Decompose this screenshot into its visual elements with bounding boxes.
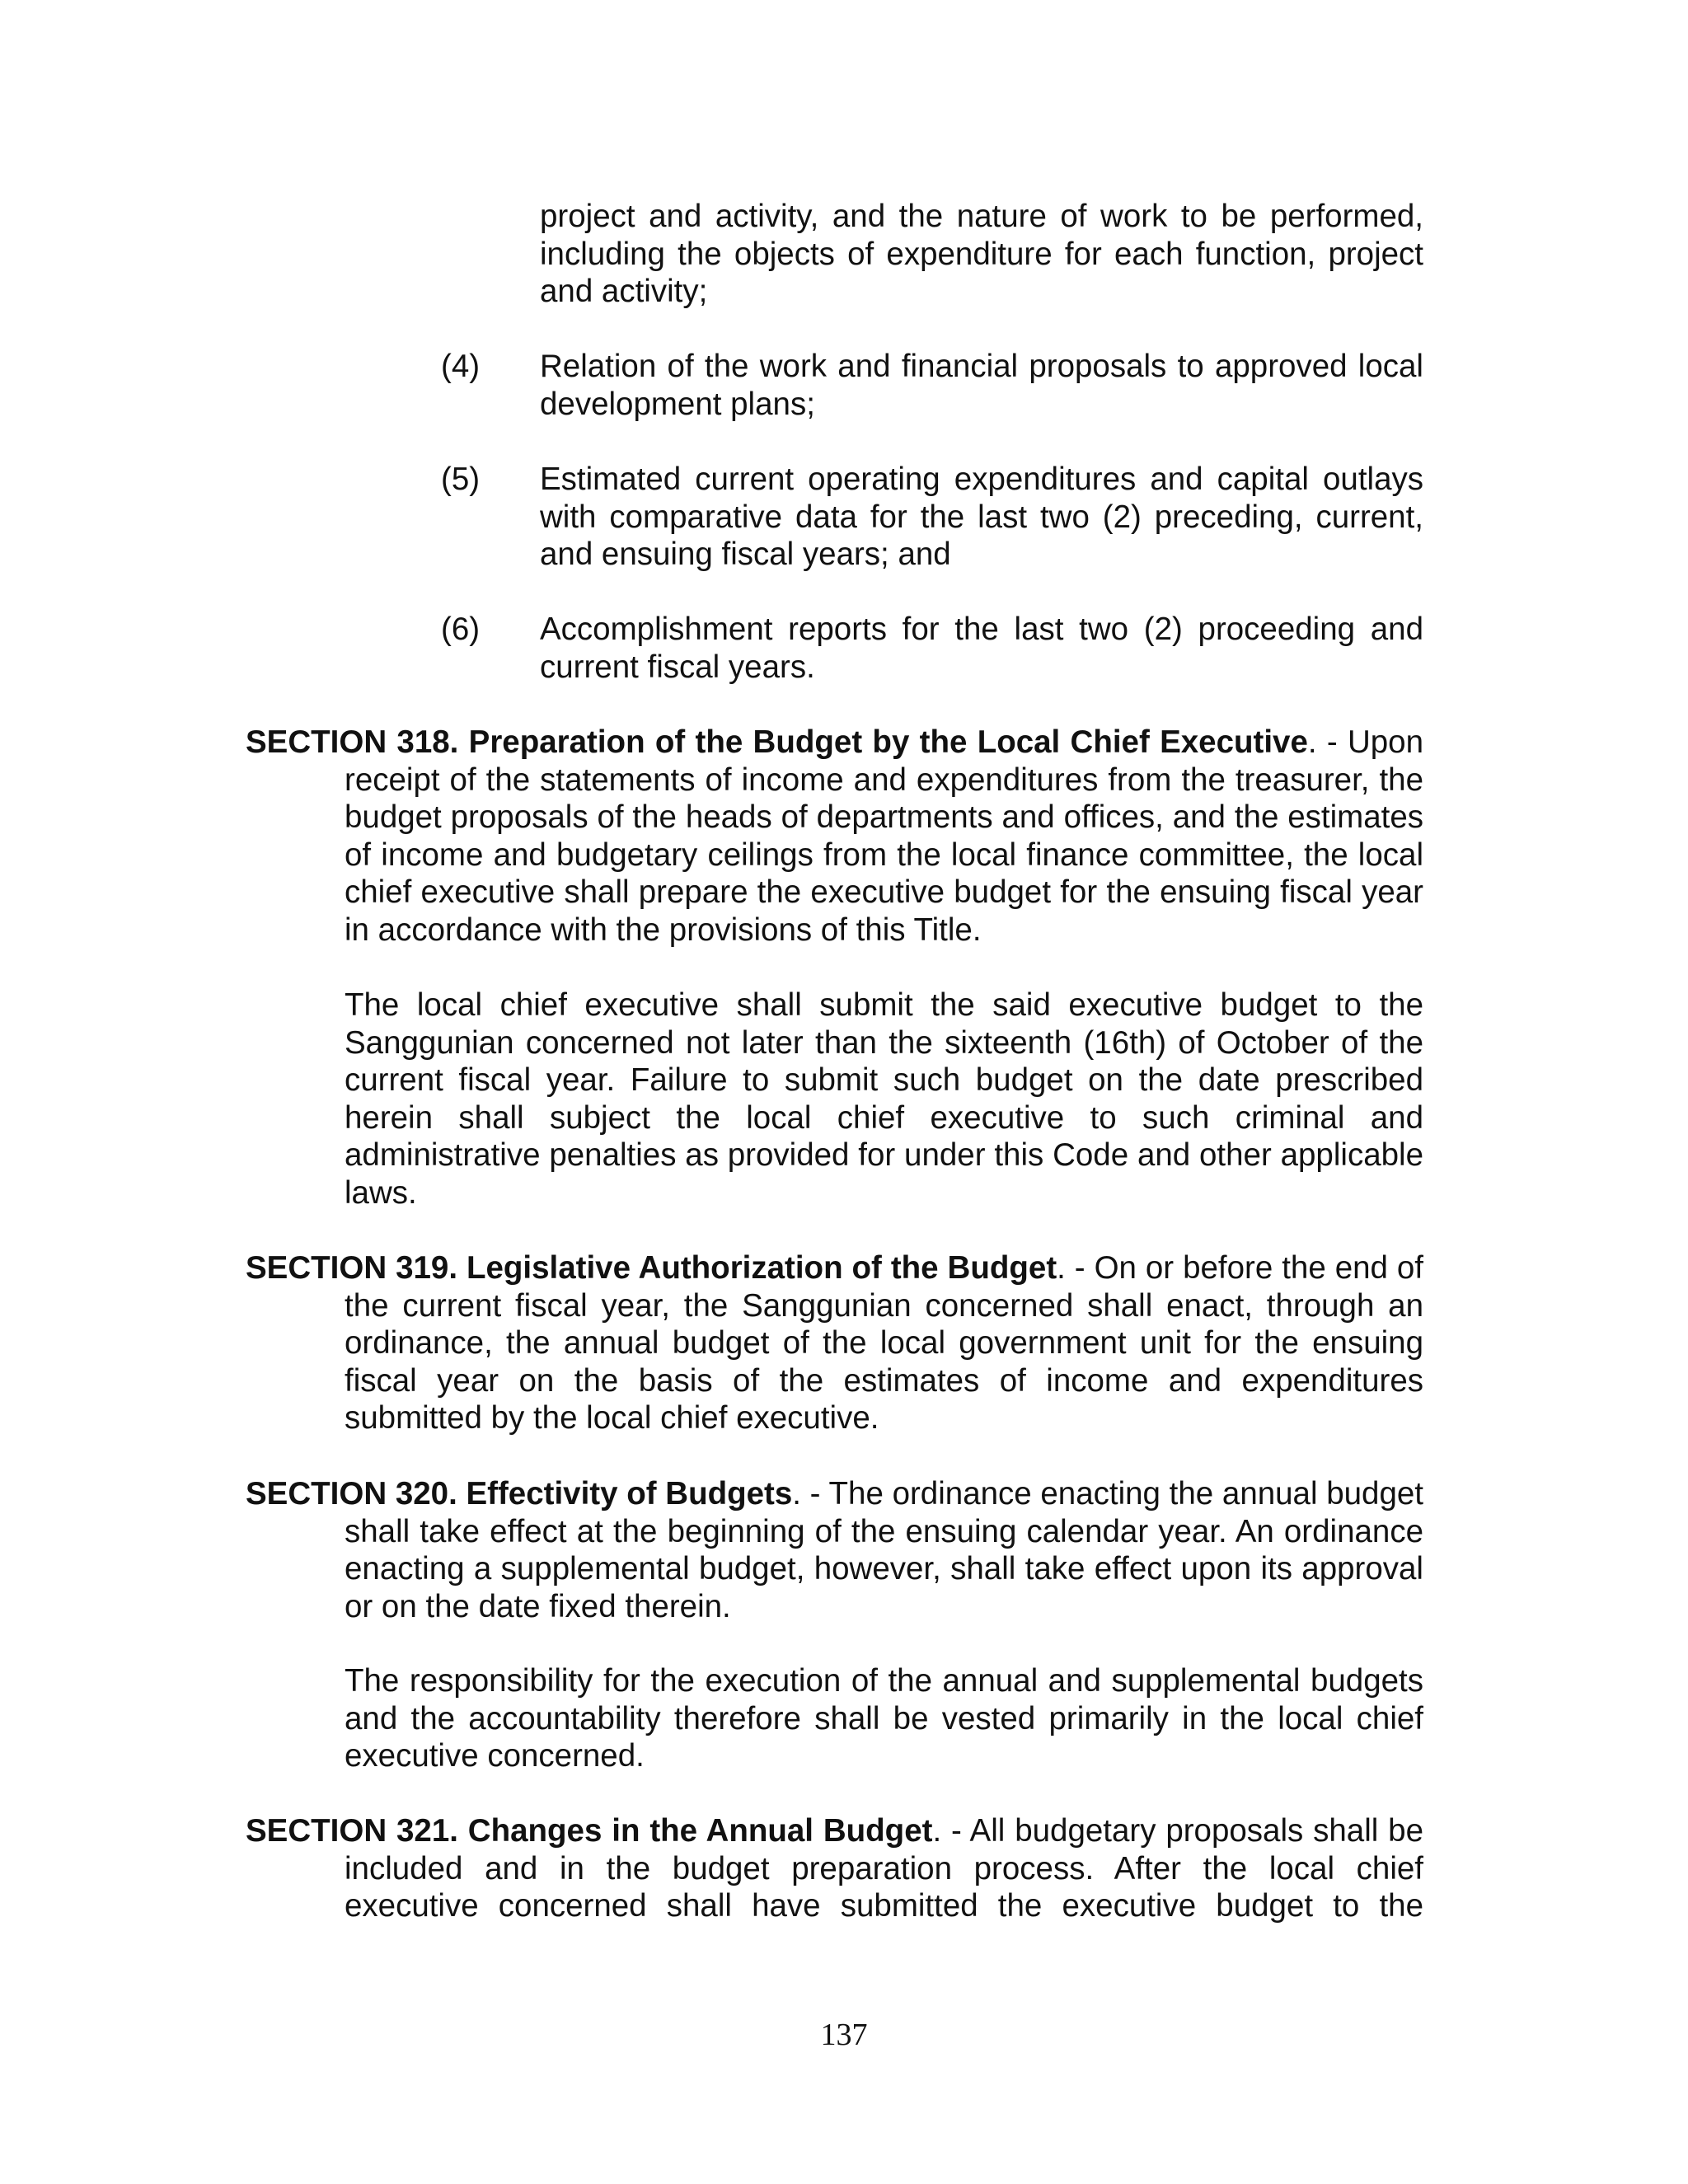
section-321: [246, 1812, 1423, 1925]
section-heading: SECTION 318. Preparation of the Budget by the Local Chief Executive: [246, 724, 1308, 760]
list-item-text: Accomplishment reports for the last two (2) proceeding and current fiscal years.: [540, 612, 1423, 685]
section-319: [246, 1249, 1423, 1437]
section-heading: SECTION 320. Effectivity of Budgets: [246, 1476, 793, 1511]
list-item-text: Relation of the work and financial proposals to approved local development plans;: [540, 349, 1423, 422]
section-318-paragraph-2: The local chief executive shall submit the said executive budget to the Sanggunian concerned not later than the sixteenth (16th) of October of the current fiscal year. Failure to submit such budget on the date prescribed herein shall subject the local chief executive to such criminal and administrative penalties as provided for under this Code and other applicable laws.: [345, 987, 1423, 1211]
section-body: . - All budgetary proposals shall be included and in the budget preparation process. After the local chief executive concerned shall have submitted the executive budget to the: [345, 1813, 1423, 1924]
list-item-number: (4): [441, 349, 481, 384]
section-320: [246, 1475, 1423, 1625]
section-heading: SECTION 321. Changes in the Annual Budget: [246, 1813, 933, 1849]
list-item-number: (5): [441, 462, 481, 497]
section-body: . - Upon receipt of the statements of income and expenditures from the treasurer, the budget proposals of the heads of departments and offices, and the estimates of income and budgetary ceilings from the local finance committee, the local chief executive shall prepare the executive budget for the ensuing fiscal year in accordance with the provisions of this Title.: [345, 724, 1423, 948]
continuation-paragraph: project and activity, and the nature of work to be performed, including the objects of expenditure for each function, project and activity;: [540, 199, 1423, 310]
section-heading: SECTION 319. Legislative Authorization of the Budget: [246, 1250, 1057, 1286]
section-320-paragraph-2: The responsibility for the execution of the annual and supplemental budgets and the accountability therefore shall be vested primarily in the local chief executive concerned.: [345, 1663, 1423, 1774]
page-number: 137: [820, 2018, 868, 2052]
section-body: . - The ordinance enacting the annual budget shall take effect at the beginning of the ensuing calendar year. An ordinance enacting a supplemental budget, however, shall take effect upon its approval or on the date fixed therein.: [345, 1476, 1423, 1624]
list-item-text: Estimated current operating expenditures and capital outlays with comparative data for the last two (2) preceding, current, and ensuing fiscal years; and: [540, 462, 1423, 573]
section-318: [246, 724, 1423, 949]
section-body: . - On or before the end of the current fiscal year, the Sanggunian concerned shall enact, through an ordinance, the annual budget of the local government unit for the ensuing fiscal year on the basis of the estimates of income and expenditures submitted by the local chief executive.: [345, 1250, 1423, 1436]
list-item-number: (6): [441, 612, 481, 647]
